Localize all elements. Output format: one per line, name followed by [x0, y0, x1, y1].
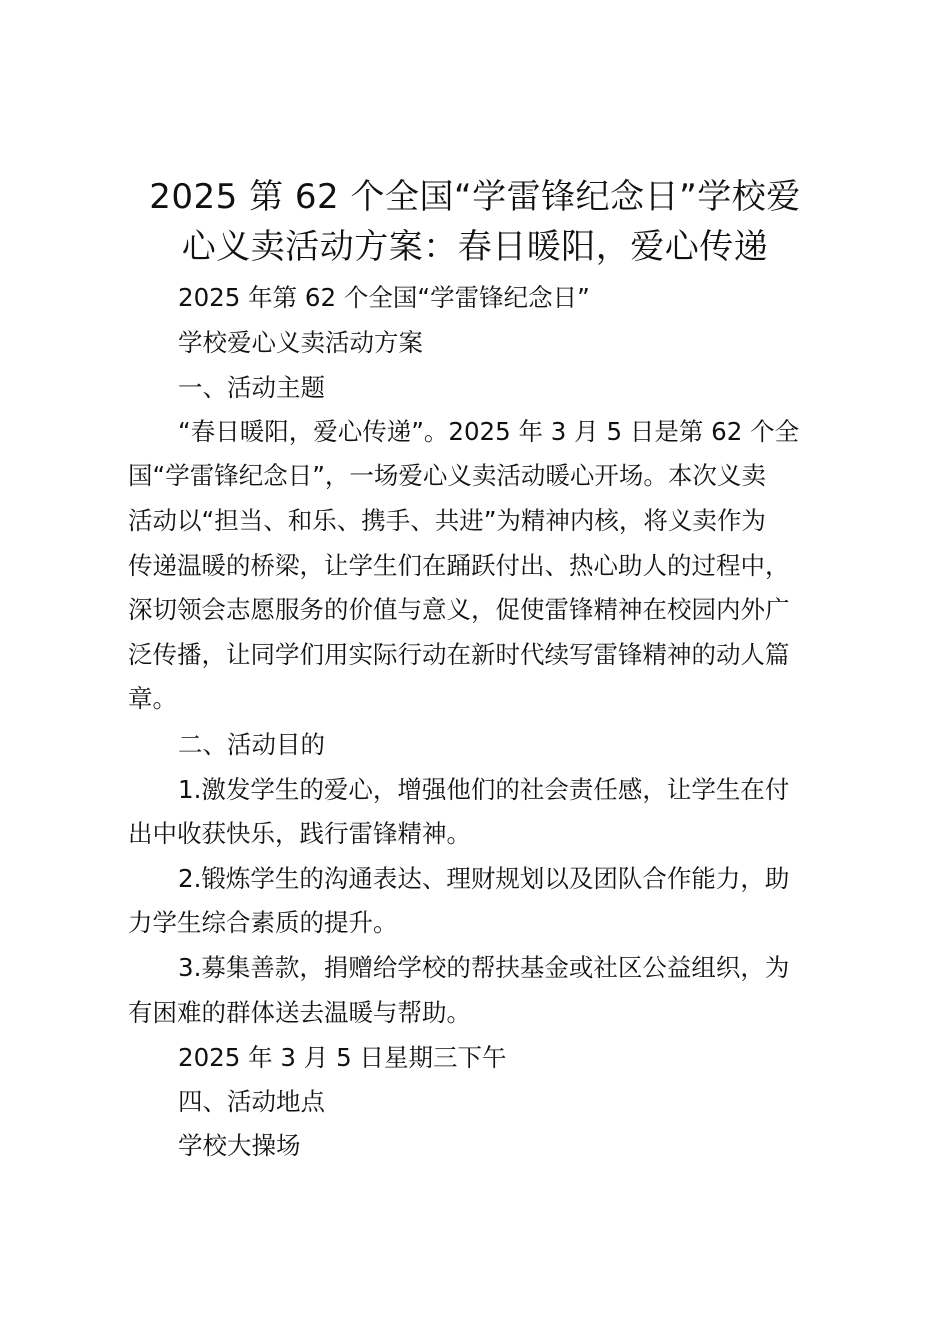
goal-3-line: 3.募集善款，捐赠给学校的帮扶基金或社区公益组织，为	[178, 953, 790, 982]
title-line-1: 2025 第 62 个全国“学雷锋纪念日”学校爱	[149, 177, 801, 217]
theme-paragraph-line: 国“学雷锋纪念日”，一场爱心义卖活动暖心开场。本次义卖	[128, 461, 766, 490]
subtitle-line-2: 学校爱心义卖活动方案	[178, 328, 423, 357]
theme-paragraph-line: 泛传播，让同学们用实际行动在新时代续写雷锋精神的动人篇	[128, 640, 790, 669]
goal-2-line: 2.锻炼学生的沟通表达、理财规划以及团队合作能力，助	[178, 864, 790, 893]
goal-1-line: 出中收获快乐，践行雷锋精神。	[128, 819, 471, 848]
goal-2-line: 力学生综合素质的提升。	[128, 908, 398, 937]
title-line-2: 心义卖活动方案：春日暖阳，爱心传递	[181, 227, 769, 267]
theme-paragraph-line: “春日暖阳，爱心传递”。2025 年 3 月 5 日是第 62 个全	[178, 417, 800, 446]
section-heading-theme: 一、活动主题	[178, 373, 325, 402]
section-heading-location: 四、活动地点	[178, 1087, 325, 1116]
activity-location: 学校大操场	[178, 1131, 301, 1160]
subtitle-line-1: 2025 年第 62 个全国“学雷锋纪念日”	[178, 283, 590, 312]
theme-paragraph-line: 活动以“担当、和乐、携手、共进”为精神内核，将义卖作为	[128, 506, 766, 535]
goal-3-line: 有困难的群体送去温暖与帮助。	[128, 998, 471, 1027]
section-heading-purpose: 二、活动目的	[178, 730, 325, 759]
theme-paragraph-line: 传递温暖的桥梁，让学生们在踊跃付出、热心助人的过程中，	[128, 551, 790, 580]
goal-1-line: 1.激发学生的爱心，增强他们的社会责任感，让学生在付	[178, 775, 790, 804]
theme-paragraph-line: 章。	[128, 684, 177, 713]
document-title	[120, 172, 830, 272]
activity-time: 2025 年 3 月 5 日星期三下午	[178, 1043, 507, 1072]
theme-paragraph-line: 深切领会志愿服务的价值与意义，促使雷锋精神在校园内外广	[128, 595, 790, 624]
